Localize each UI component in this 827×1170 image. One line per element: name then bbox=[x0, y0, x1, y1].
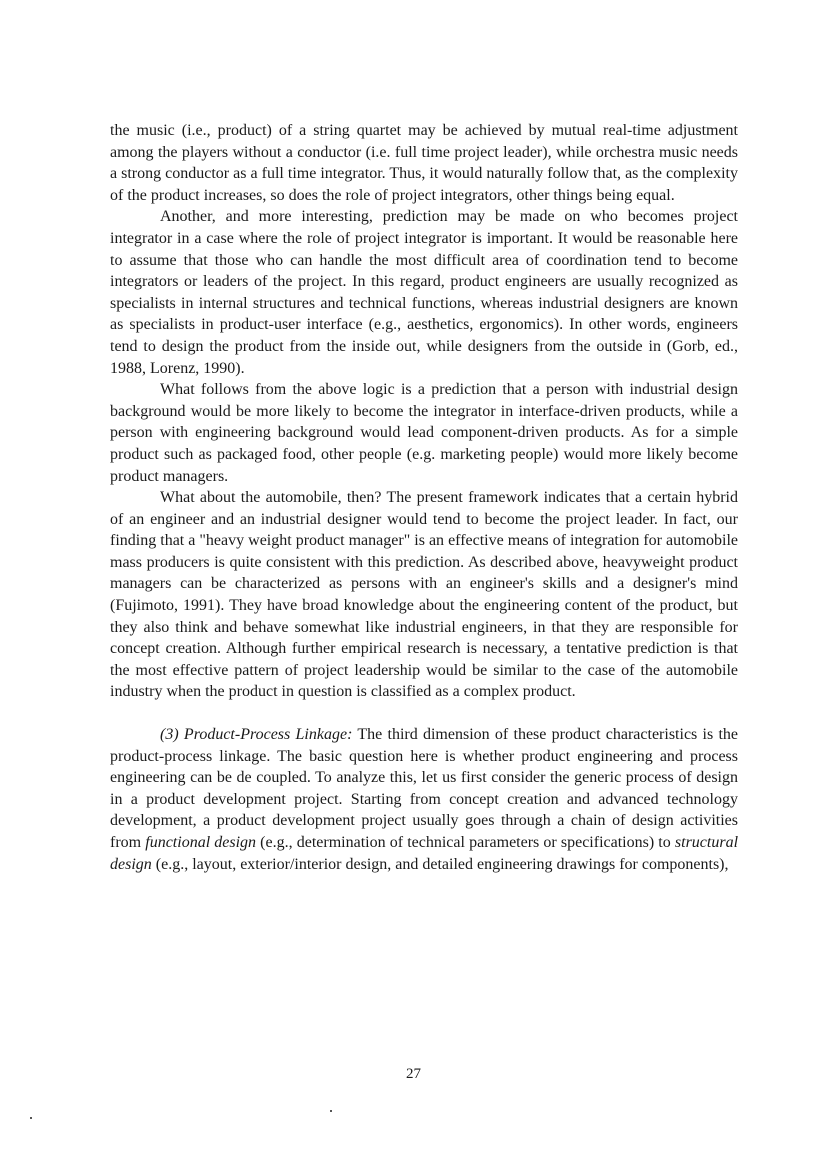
paragraph-text-part-2: (e.g., determination of technical parameters or specifications) to bbox=[256, 834, 675, 851]
scan-speck bbox=[30, 1117, 32, 1119]
paragraph-product-process-linkage bbox=[110, 724, 738, 875]
paragraph-continued: the music (i.e., product) of a string quartet may be achieved by mutual real-time adjustment among the players without a conductor (i.e. full time project leader), while orchestra music needs a strong conductor as a full time integrator. Thus, it would naturally follow that, as the complexity of the product increases, so does the role of project integrators, other things being equal. bbox=[110, 122, 738, 204]
page-number: 27 bbox=[406, 1066, 421, 1082]
body-text bbox=[110, 120, 738, 875]
section-heading: (3) Product-Process Linkage: bbox=[160, 726, 353, 744]
term-functional-design: functional design bbox=[145, 834, 257, 851]
paragraph-text-part-1: The third dimension of these product characteristics is the product-process linkage. The basic question here is whether product engineering and process engineering can be de coupled. To analyze this, let us first consider the generic process of design in a product development project. Starting from concept creation and advanced technology development, a product development project usually goes through a chain of design activities from bbox=[110, 726, 739, 851]
paragraph-integrator-prediction: Another, and more interesting, prediction may be made on who becomes project integrator in a case where the role of project integrator is important. It would be reasonable here to assume that those who can handle the most difficult area of coordination tend to become integrators or leaders of the project. In this regard, product engineers are usually recognized as specialists in internal structures and technical functions, whereas industrial designers are known as specialists in product-user interface (e.g., aesthetics, ergonomics). In other words, engineers tend to design the product from the inside out, while designers from the outside in (Gorb, ed., 1988, Lorenz, 1990). bbox=[110, 208, 738, 377]
paragraph-design-background: What follows from the above logic is a prediction that a person with industrial design background would be more likely to become the integrator in interface-driven products, while a person with engineering background would lead component-driven products. As for a simple product such as packaged food, other people (e.g. marketing people) would more likely become product managers. bbox=[110, 381, 738, 485]
term-structural-design: structural design bbox=[110, 834, 739, 873]
paragraph-automobile: What about the automobile, then? The present framework indicates that a certain hybrid of an engineer and an industrial designer would tend to become the project leader. In fact, our finding that a "heavy weight product manager" is an effective means of integration for automobile mass producers is quite consistent with this prediction. As described above, heavyweight product managers can be characterized as persons with an engineer's skills and a designer's mind (Fujimoto, 1991). They have broad knowledge about the engineering content of the product, but they also think and behave somewhat like industrial engineers, in that they are responsible for concept creation. Although further empirical research is necessary, a tentative prediction is that the most effective pattern of project leadership would be similar to the case of the automobile industry when the product in question is classified as a complex product. bbox=[110, 489, 738, 701]
scan-speck bbox=[330, 1110, 332, 1112]
paragraph-text-part-3: (e.g., layout, exterior/interior design, and detailed engineering drawings for components), bbox=[151, 855, 729, 873]
